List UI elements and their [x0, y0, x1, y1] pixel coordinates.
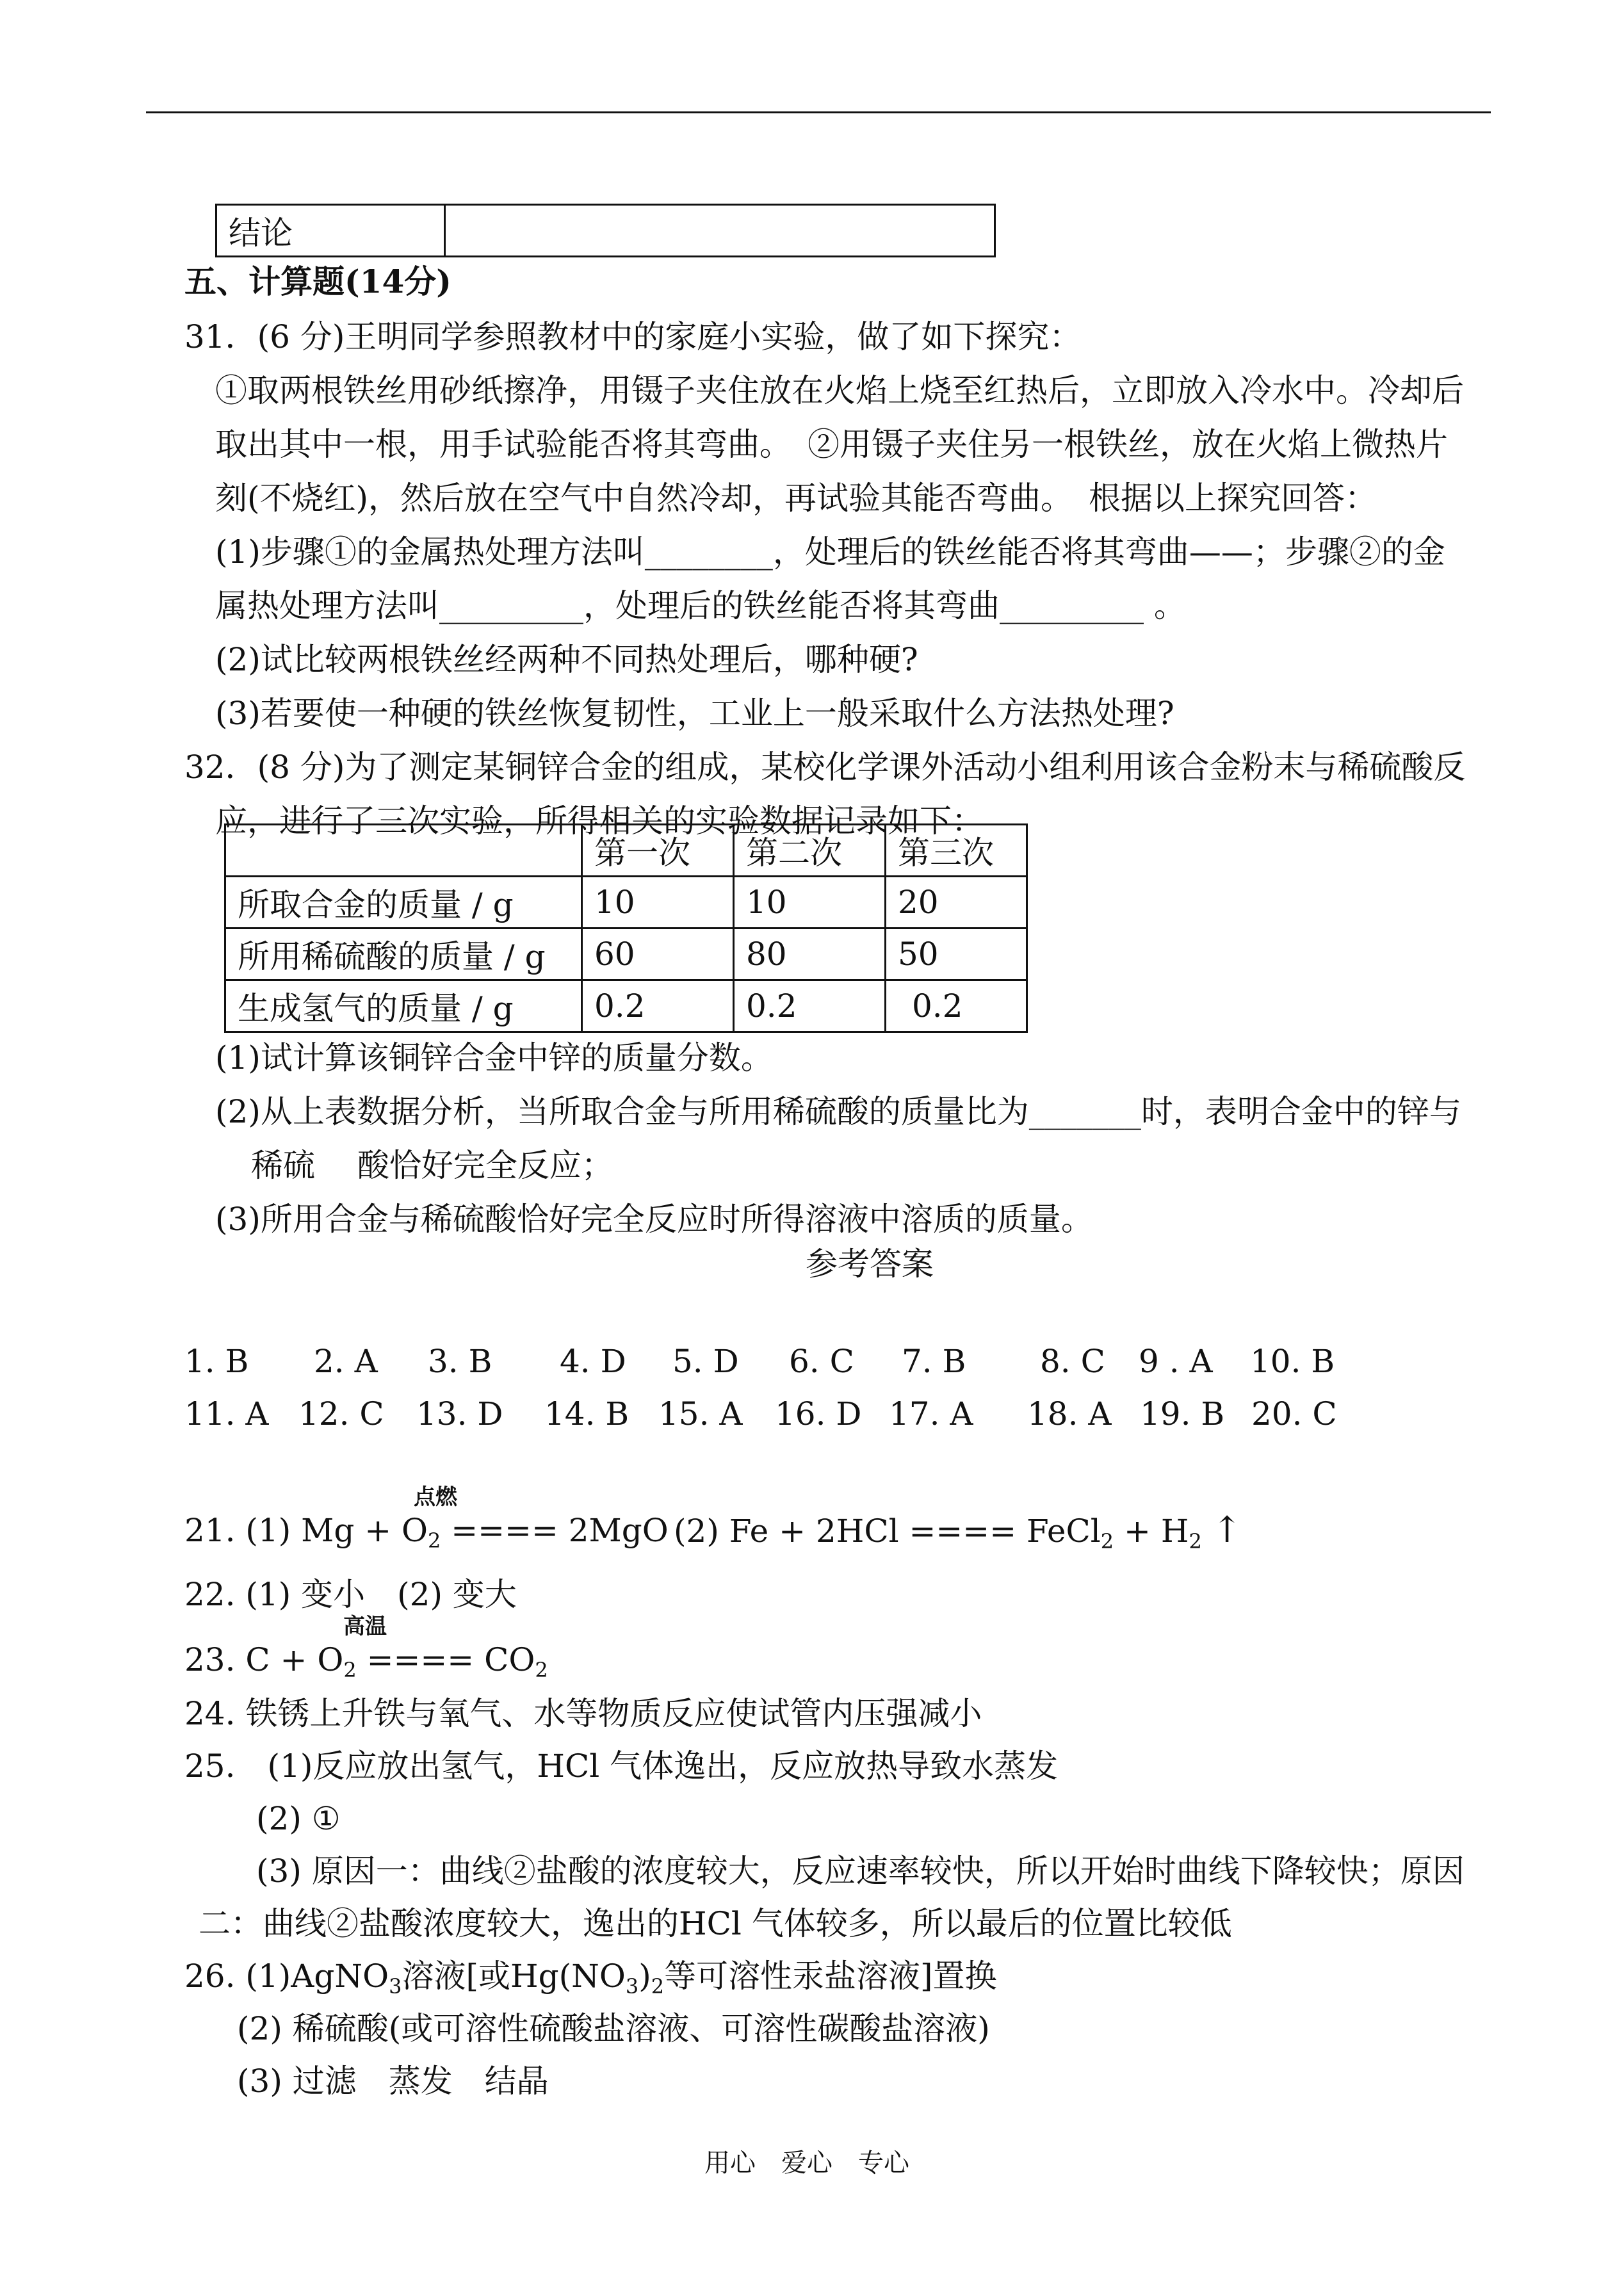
- q31-sub1-line-2: 属热处理方法叫_________，处理后的铁丝能否将其弯曲_________ 。: [215, 587, 1186, 624]
- table-cell: 80: [734, 929, 886, 980]
- section5-title: 五、计算题(14分): [184, 263, 451, 300]
- mc-answer: 1. B: [184, 1343, 249, 1380]
- answer-26-line-2: (2) 稀硫酸(或可溶性硫酸盐溶液、可溶性碳酸盐溶液): [237, 2010, 990, 2047]
- table-cell: 10: [582, 877, 734, 929]
- mc-answer: 12. C: [298, 1395, 384, 1432]
- answer-25-line-4: 二：曲线②盐酸浓度较大，逸出的HCl 气体较多，所以最后的位置比较低: [199, 1905, 1232, 1942]
- eq-text: (2) Fe + 2HCl ==== FeCl: [674, 1512, 1101, 1550]
- answer-23: [184, 1641, 548, 1689]
- eq-text: ): [638, 1958, 651, 1995]
- eq-text: 21. (1) Mg + O: [184, 1512, 428, 1549]
- eq-subscript: 2: [1100, 1529, 1114, 1553]
- eq-text: ==== CO: [356, 1641, 535, 1678]
- answer-21-eq1: [184, 1511, 669, 1560]
- eq-text: 23. C + O: [184, 1641, 344, 1678]
- eq-subscript: 2: [1189, 1529, 1202, 1553]
- mc-answer: 3. B: [428, 1343, 492, 1380]
- mc-answer: 16. D: [775, 1395, 862, 1432]
- table-cell: 20: [886, 877, 1027, 929]
- q32-sub1: (1)试计算该铜锌合金中锌的质量分数。: [215, 1039, 773, 1076]
- eq-subscript: 3: [625, 1974, 639, 1999]
- q31-para-line-2: 取出其中一根，用手试验能否将其弯曲。 ②用镊子夹住另一根铁丝，放在火焰上微热片: [215, 426, 1448, 463]
- mc-answer: 18. A: [1027, 1395, 1112, 1432]
- q32-header-line-2: 应，进行了三次实验，所得相关的实验数据记录如下：: [215, 802, 984, 839]
- condition-high-temp: 高温: [343, 1614, 387, 1639]
- header-rule: [146, 111, 1491, 113]
- mc-answer: 14. B: [544, 1395, 629, 1432]
- table-cell: 60: [582, 929, 734, 980]
- q32-sub3: (3)所用合金与稀硫酸恰好完全反应时所得溶液中溶质的质量。: [215, 1201, 1093, 1238]
- q31-sub1-line-1: (1)步骤①的金属热处理方法叫________，处理后的铁丝能否将其弯曲——；步骤②的金: [215, 533, 1445, 571]
- answer-22: 22. (1) 变小 (2) 变大: [184, 1576, 517, 1613]
- q31-header: 31．(6 分)王明同学参照教材中的家庭小实验，做了如下探究：: [184, 318, 1082, 355]
- eq-subscript: 2: [428, 1529, 441, 1553]
- mc-answer: 11. A: [184, 1395, 269, 1432]
- answer-24: 24. 铁锈上升铁与氧气、水等物质反应使试管内压强减小: [184, 1695, 982, 1732]
- mc-answer: 9 . A: [1139, 1343, 1213, 1380]
- conclusion-label: 结论: [216, 205, 445, 257]
- answer-26-line-1: [184, 1957, 997, 2006]
- eq-text: 26. (1)AgNO: [184, 1958, 389, 1995]
- table-header-cell: [225, 825, 582, 877]
- mc-answer: 8. C: [1040, 1343, 1105, 1380]
- table-row: [225, 980, 1027, 1032]
- eq-text: + H: [1114, 1512, 1189, 1550]
- mc-answer: 6. C: [789, 1343, 854, 1380]
- condition-ignite: 点燃: [414, 1484, 457, 1510]
- q31-sub2: (2)试比较两根铁丝经两种不同热处理后，哪种硬?: [215, 641, 918, 678]
- table-cell: 10: [734, 877, 886, 929]
- table-cell: 0.2: [886, 980, 1027, 1032]
- table-header-cell: 第二次: [734, 825, 886, 877]
- table-header-row: [225, 825, 1027, 877]
- mc-answer: 7. B: [902, 1343, 966, 1380]
- table-header-cell: 第一次: [582, 825, 734, 877]
- table-cell: 所用稀硫酸的质量 / g: [225, 929, 582, 980]
- mc-answer: 20. C: [1251, 1395, 1337, 1432]
- q32-data-table: [224, 823, 1028, 1033]
- eq-text: 等可溶性汞盐溶液]置换: [664, 1958, 997, 1995]
- gas-up-arrow-icon: ↑: [1212, 1509, 1242, 1551]
- q32-header-line-1: 32．(8 分)为了测定某铜锌合金的组成，某校化学课外活动小组利用该合金粉末与稀硫酸反: [184, 749, 1466, 786]
- mc-answer: 19. B: [1140, 1395, 1225, 1432]
- page-footer: 用心 爱心 专心: [704, 2148, 909, 2178]
- q31-sub3: (3)若要使一种硬的铁丝恢复韧性，工业上一般采取什么方法热处理?: [215, 695, 1174, 732]
- mc-answer: 13. D: [416, 1395, 503, 1432]
- eq-subscript: 3: [389, 1974, 402, 1999]
- q32-sub2-line-2: 稀硫 酸恰好完全反应；: [251, 1147, 613, 1184]
- table-cell: 50: [886, 929, 1027, 980]
- mc-answer: 17. A: [889, 1395, 973, 1432]
- eq-text: ==== 2MgO: [441, 1512, 669, 1549]
- table-row: [225, 877, 1027, 929]
- mc-answer: 4. D: [560, 1343, 626, 1380]
- answers-title: 参考答案: [806, 1245, 934, 1283]
- table-cell: 所取合金的质量 / g: [225, 877, 582, 929]
- q31-para-line-3: 刻(不烧红)，然后放在空气中自然冷却，再试验其能否弯曲。 根据以上探究回答：: [215, 480, 1377, 517]
- table-cell: 0.2: [734, 980, 886, 1032]
- conclusion-value: [445, 205, 995, 257]
- mc-answer: 5. D: [672, 1343, 739, 1380]
- answer-26-line-3: (3) 过滤 蒸发 结晶: [237, 2063, 549, 2100]
- table-row: [225, 929, 1027, 980]
- answer-25-line-1: 25. (1)反应放出氢气，HCl 气体逸出，反应放热导致水蒸发: [184, 1748, 1059, 1785]
- eq-subscript: 2: [535, 1658, 548, 1682]
- mc-answer: 15. A: [658, 1395, 743, 1432]
- table-cell: 0.2: [582, 980, 734, 1032]
- answer-21-eq2: [674, 1511, 1242, 1561]
- answer-25-line-3: (3) 原因一：曲线②盐酸的浓度较大，反应速率较快，所以开始时曲线下降较快；原因: [256, 1853, 1465, 1890]
- eq-text: 溶液[或Hg(NO: [402, 1958, 626, 1995]
- conclusion-table: [215, 204, 996, 257]
- table-cell: 生成氢气的质量 / g: [225, 980, 582, 1032]
- eq-subscript: 2: [651, 1974, 665, 1999]
- q31-para-line-1: ①取两根铁丝用砂纸擦净，用镊子夹住放在火焰上烧至红热后，立即放入冷水中。冷却后: [215, 372, 1464, 409]
- mc-answer: 10. B: [1250, 1343, 1335, 1380]
- eq-subscript: 2: [343, 1658, 357, 1682]
- q32-sub2-line-1: (2)从上表数据分析，当所取合金与所用稀硫酸的质量比为_______时，表明合金中的锌与: [215, 1093, 1461, 1130]
- answer-25-line-2: (2) ①: [256, 1800, 341, 1837]
- mc-answer: 2. A: [314, 1343, 378, 1380]
- table-header-cell: 第三次: [886, 825, 1027, 877]
